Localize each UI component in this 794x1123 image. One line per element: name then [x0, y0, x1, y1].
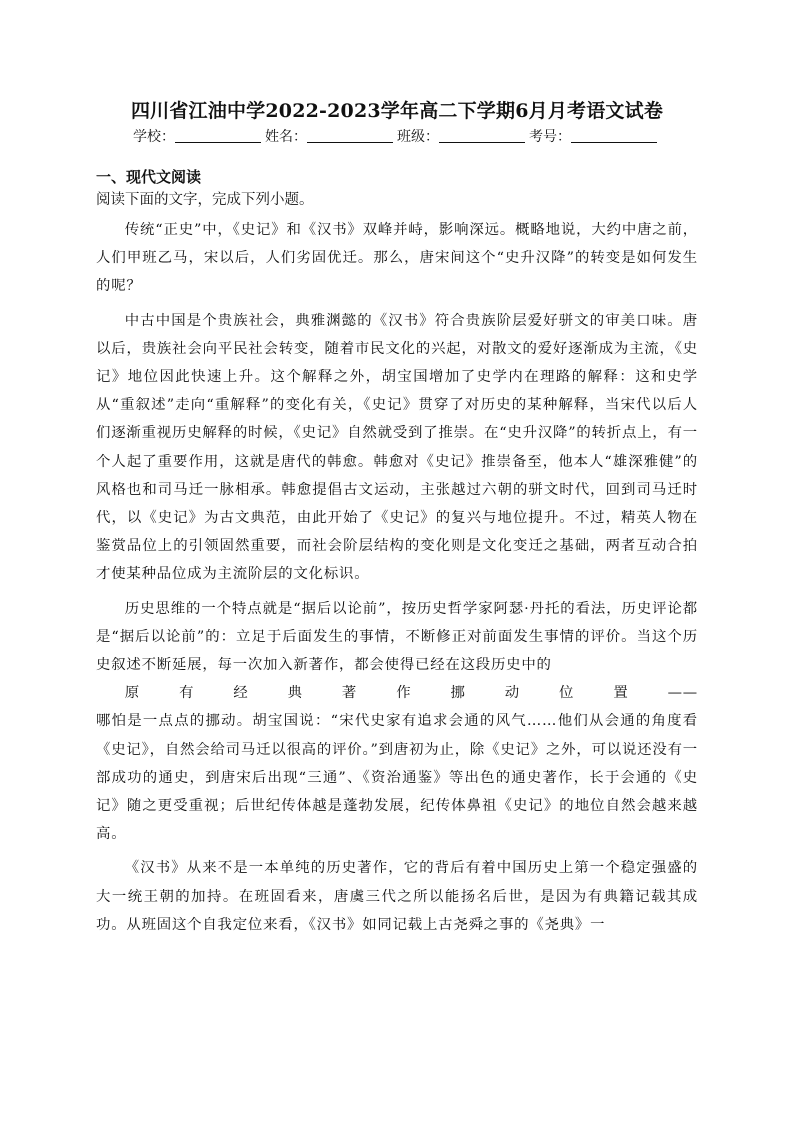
- passage-paragraph-4: 《汉书》从来不是一本单纯的历史著作，它的背后有着中国历史上第一个稳定强盛的大一统王朝的加持。在班固看来，唐虞三代之所以能扬名后世，是因为有典籍记载其成功。从班固这个自我定位来看，《汉书》如同记载上古尧舜之事的《尧典》一: [96, 860, 698, 933]
- spread-char: ——: [667, 685, 698, 702]
- school-label: 学校：: [133, 129, 175, 145]
- spread-char: 有: [179, 685, 195, 702]
- spread-char: 动: [504, 685, 520, 702]
- passage-paragraph-2: 中古中国是个贵族社会，典雅渊懿的《汉书》符合贵族阶层爱好骈文的审美口味。唐以后，贵族社会向平民社会转变，随着市民文化的兴起，对散文的爱好逐渐成为主流，《史记》地位因此快速上升。这个解释之外，胡宝国增加了史学内在理路的解释：这和史学从“重叙述”走向“重解释”的变化有关，《史记》贯穿了对历史的某种解释，当宋代以后人们逐渐重视历史解释的时候，《史记》自然就受到了推崇。在“史升汉降”的转折点上，有一个人起了重要作用，这就是唐代的韩愈。韩愈对《史记》推崇备至，他本人“雄深雅健”的风格也和司马迁一脉相承。韩愈提倡古文运动，主张越过六朝的骈文时代，回到司马迁时代，以《史记》为古文典范，由此开始了《史记》的复兴与地位提升。不过，精英人物在鉴赏品位上的引领固然重要，而社会阶层结构的变化则是文化变迁之基础，两者互动合拍才使某种品位成为主流阶层的文化标识。: [96, 312, 698, 583]
- spread-char: 作: [396, 685, 412, 702]
- spread-char: 置: [613, 685, 629, 702]
- reading-instruction: 阅读下面的文字，完成下列小题。: [96, 192, 314, 208]
- exam-number-blank: [571, 128, 657, 143]
- section-heading: 一、现代文阅读: [96, 168, 202, 186]
- name-blank: [307, 128, 393, 143]
- spread-char: 原: [124, 685, 140, 702]
- spread-char: 著: [341, 685, 358, 702]
- student-info-line: [0, 126, 794, 146]
- passage-spread-line: [96, 679, 698, 707]
- passage-paragraph-1: 传统“正史”中，《史记》和《汉书》双峰并峙，影响深远。概略地说，大约中唐之前，人们甲班乙马，宋以后，人们劣固优迁。那么，唐宋间这个“史升汉降”的转变是如何发生的呢？: [96, 222, 698, 295]
- spread-char: 挪: [450, 685, 466, 702]
- spread-char: 典: [287, 685, 303, 702]
- name-label: 姓名：: [265, 129, 307, 145]
- document-title: 四川省江油中学2022-2023学年高二下学期6月月考语文试卷: [130, 100, 664, 122]
- class-blank: [439, 128, 525, 143]
- class-label: 班级：: [397, 129, 439, 145]
- school-blank: [175, 128, 261, 143]
- exam-number-label: 考号：: [529, 129, 571, 145]
- spread-char: 经: [233, 685, 249, 702]
- passage-paragraph-3-continued: 哪怕是一点点的挪动。胡宝国说：“宋代史家有追求会通的风气……他们从会通的角度看《史记》，自然会给司马迁以很高的评价。”到唐初为止，除《史记》之外，可以说还没有一部成功的通史，到唐宋后出现“三通”、《资治通鉴》等出色的通史著作，长于会通的《史记》随之更受重视；后世纪传体越是蓬勃发展，纪传体鼻祖《史记》的地位自然会越来越高。: [96, 713, 698, 843]
- passage-paragraph-3: 历史思维的一个特点就是“据后以论前”，按历史哲学家阿瑟·丹托的看法，历史评论都是“据后以论前”的：立足于后面发生的事情，不断修正对前面发生事情的评价。当这个历史叙述不断延展，每一次加入新著作，都会使得已经在这段历史中的: [96, 600, 698, 674]
- reading-passage: [96, 216, 698, 939]
- spread-char: 位: [559, 685, 575, 702]
